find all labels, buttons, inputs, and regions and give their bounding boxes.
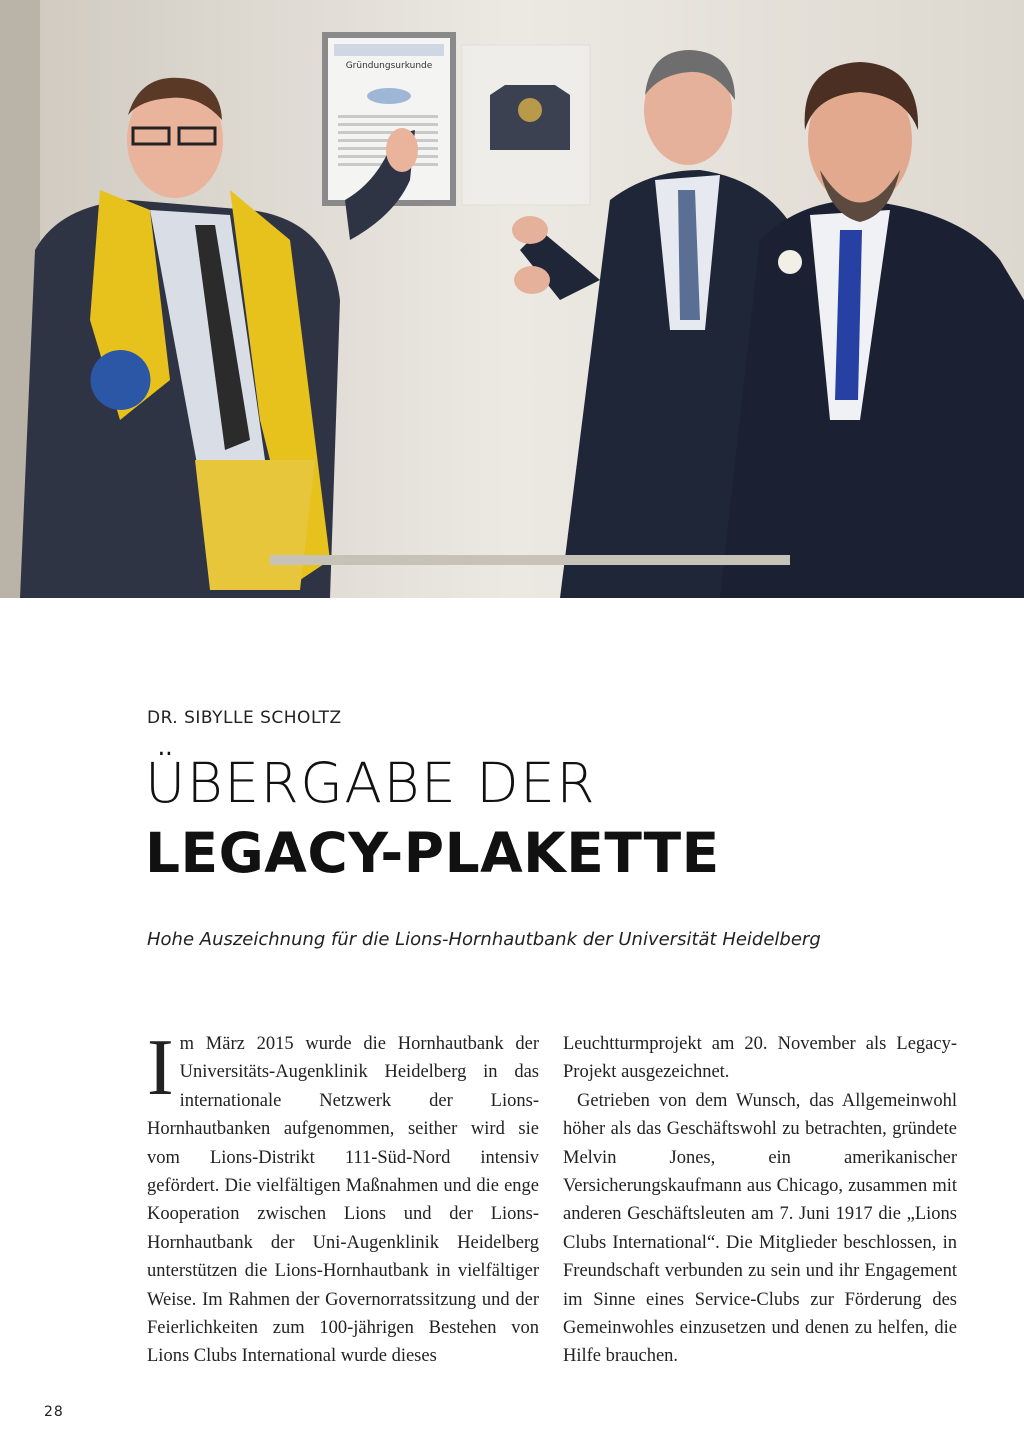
certificate-title: Gründungsurkunde — [345, 61, 433, 71]
title-line-1: ÜBERGABE DER — [145, 751, 597, 815]
article-title — [145, 748, 720, 888]
title-line-2: LEGACY-PLAKETTE — [145, 821, 720, 885]
text-column-left — [147, 1024, 539, 1371]
paragraph-2: Leuchtturmprojekt am 20. November als Legacy-Projekt ausgezeichnet. — [563, 1034, 957, 1083]
text-column-right — [563, 1030, 957, 1371]
paragraph-1 — [147, 1024, 539, 1371]
article-subtitle: Hohe Auszeichnung für die Lions-Hornhautbank der Universität Heidelberg — [147, 929, 821, 950]
page-number: 28 — [44, 1404, 64, 1420]
header-photo — [0, 0, 1024, 598]
paragraph-1-text: m März 2015 wurde die Hornhautbank der Universitäts-Augenklinik Heidelberg in das internationale Netzwerk der Lions-Hornhautbanken aufgenommen, seither wird sie vom Lions-Distrikt 111-Süd-Nord intensiv gefördert. Die vielfältigen Maßnahmen und die enge Kooperation zwischen Lions und der Lions-Hornhautbank der Uni-Augenklinik Heidelberg unterstützen die Lions-Hornhautbank in vielfältiger Weise. Im Rahmen der Governorratssitzung und der Feierlichkeiten zum 100-jährigen Bestehen von Lions Clubs International wurde dieses — [147, 1034, 539, 1367]
paragraph-3: Getrieben von dem Wunsch, das Allgemeinwohl höher als das Geschäftswohl zu betrachten, gründete Melvin Jones, ein amerikanischer Versicherungskaufmann aus Chicago, zusammen mit anderen Geschäftsleuten am 7. Juni 1917 die „Lions Clubs International“. Die Mitglieder beschlossen, in Freundschaft verbunden zu sein und ihr Engagement im Sinne eines Service-Clubs zur Förderung des Gemeinwohles einzusetzen und denen zu helfen, die Hilfe brauchen. — [563, 1090, 957, 1367]
drop-cap: I — [147, 1024, 174, 1112]
legacy-plaque — [462, 45, 590, 205]
photo-illustration — [0, 0, 1024, 598]
author-name: DR. SIBYLLE SCHOLTZ — [147, 708, 342, 728]
